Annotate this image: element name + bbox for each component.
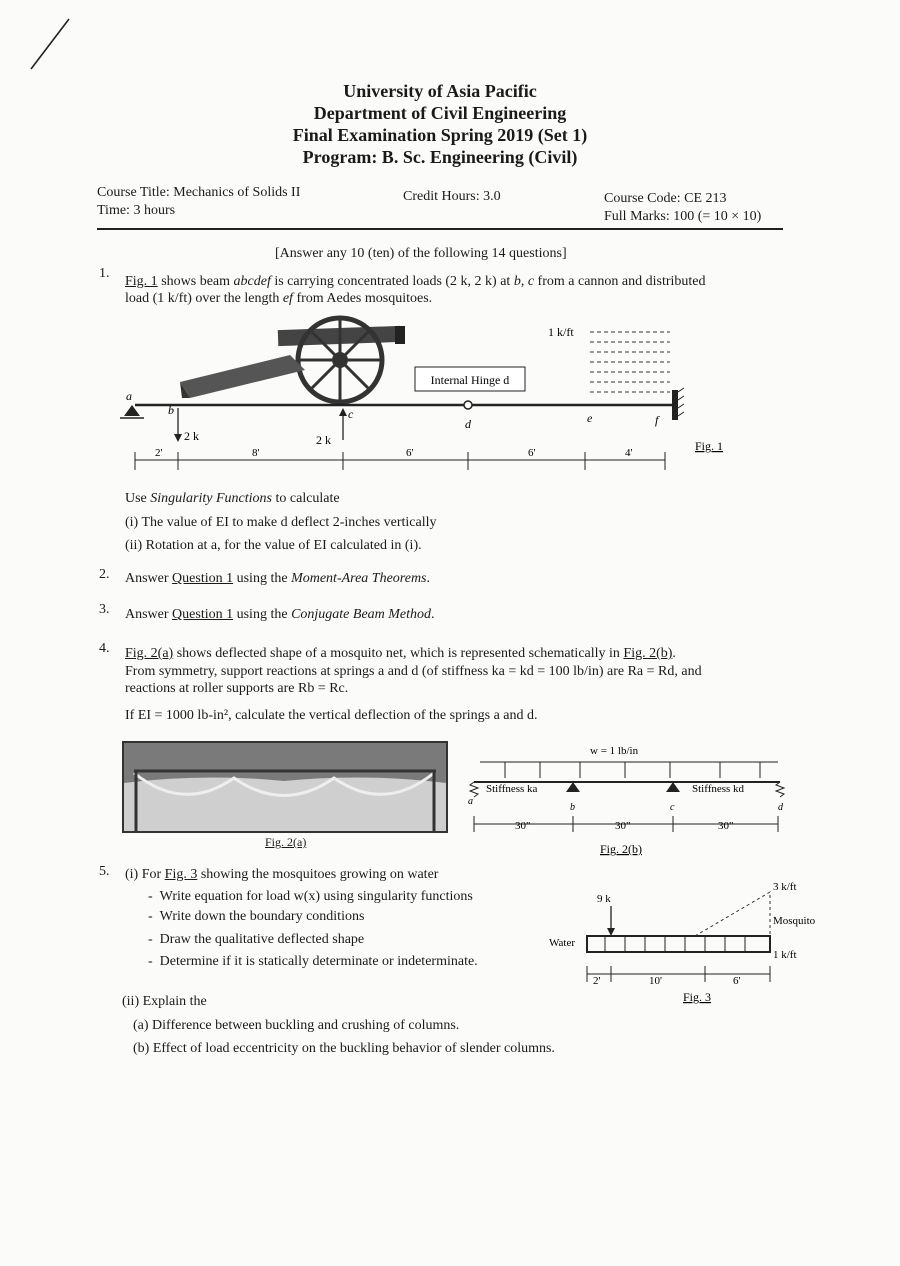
q1-text-b: is carrying concentrated loads (2 k, 2 k) at <box>270 274 514 289</box>
q5-b2: Write down the boundary conditions <box>159 909 365 924</box>
department-title: Department of Civil Engineering <box>313 103 567 123</box>
fig3-dim-3: 6' <box>733 975 741 987</box>
fig2b-d: d <box>778 802 783 813</box>
pt-c: c <box>348 407 354 421</box>
instruction: [Answer any 10 (ten) of the following 14 questions] <box>275 246 567 261</box>
q5-b4: Determine if it is statically determinate or indeterminate. <box>159 954 478 969</box>
pt-f: f <box>655 413 659 427</box>
q5-part-ii-a: (a) Difference between buckling and crushing of columns. <box>133 1018 460 1033</box>
q1-part-i: (i) The value of EI to make d deflect 2-inches vertically <box>125 515 437 530</box>
q1-use-a: Use <box>125 491 151 506</box>
fig2b-label: Fig. 2(b) <box>600 842 642 856</box>
q2-b: using the <box>233 571 292 586</box>
fig2a-label: Fig. 2(a) <box>265 835 307 849</box>
q3-ref[interactable]: Question 1 <box>172 607 234 622</box>
header-rule <box>97 228 783 230</box>
mosquito-load <box>590 332 670 392</box>
q5-number: 5. <box>99 864 110 879</box>
q3-b: using the <box>233 607 292 622</box>
q5-bullet-1: - Write equation for load w(x) using singularity functions <box>148 889 473 904</box>
mosquito-net-drawing <box>124 743 446 831</box>
fig2b-load: w = 1 lb/in <box>590 745 639 757</box>
q1-text-a: shows beam <box>157 274 234 289</box>
fig2b-c: c <box>670 802 675 813</box>
q3-number: 3. <box>99 602 110 617</box>
q4-line3: reactions at roller supports are Rb = Rc. <box>125 681 349 696</box>
dim-4: 6' <box>528 447 536 459</box>
q5-fig-ref[interactable]: Fig. 3 <box>164 867 198 882</box>
q2-ref[interactable]: Question 1 <box>172 571 234 586</box>
q5-b3: Draw the qualitative deflected shape <box>159 932 365 947</box>
q1-line1 <box>125 273 706 290</box>
q1-points: b, c <box>513 274 535 289</box>
q3-method: Conjugate Beam Method <box>291 607 432 622</box>
q1-part-ii: (ii) Rotation at a, for the value of EI calculated in (i). <box>125 538 422 553</box>
fig2b-b: b <box>570 802 575 813</box>
fig3-9k: 9 k <box>597 893 611 905</box>
q5-b1: Write equation for load w(x) using singularity functions <box>159 889 473 904</box>
q3-a: Answer <box>125 607 173 622</box>
full-marks: Full Marks: 100 (= 10 × 10) <box>604 209 762 224</box>
q5-bullet-2: - Write down the boundary conditions <box>148 909 365 924</box>
q4-line2: From symmetry, support reactions at springs a and d (of stiffness ka = kd = 100 lb/in) are Ra = Rd, and <box>125 664 702 679</box>
q1-use-b: to calculate <box>272 491 340 506</box>
university-title: University of Asia Pacific <box>343 81 537 101</box>
program-title: Program: B. Sc. Engineering (Civil) <box>302 147 578 167</box>
dim-2: 8' <box>252 447 260 459</box>
pt-d: d <box>465 417 471 431</box>
q1-text-d: load (1 k/ft) over the length <box>125 291 283 306</box>
fig2b-dim-2: 30" <box>615 820 631 832</box>
fig2b-stiff-a: Stiffness ka <box>486 783 538 795</box>
pt-e: e <box>587 411 593 425</box>
q5-part-ii-b: (b) Effect of load eccentricity on the buckling behavior of slender columns. <box>133 1041 555 1056</box>
fig3-dim-1: 2' <box>593 975 601 987</box>
q2-c: . <box>426 571 430 586</box>
q5-pi-a: (i) For <box>125 867 165 882</box>
exam-time: Time: 3 hours <box>97 203 176 218</box>
q4-l1-end: . <box>672 646 676 661</box>
q2-a: Answer <box>125 571 173 586</box>
q4-l1: shows deflected shape of a mosquito net, which is represented schematically in <box>173 646 624 661</box>
fig3-3k: 3 k/ft <box>773 881 797 893</box>
q1-use <box>125 490 340 507</box>
dim-3: 6' <box>406 447 414 459</box>
course-title: Course Title: Mechanics of Solids II <box>97 185 301 200</box>
q3-c: . <box>431 607 435 622</box>
q2-number: 2. <box>99 567 110 582</box>
fig2b-a: a <box>468 796 473 807</box>
q4-line1 <box>125 645 676 662</box>
q3-text <box>125 606 435 623</box>
q2-method: Moment-Area Theorems <box>291 571 427 586</box>
q4-line4: If EI = 1000 lb-in², calculate the vertical deflection of the springs a and d. <box>125 708 538 723</box>
load-b: 2 k <box>184 429 199 443</box>
fig3-dim-2: 10' <box>649 975 662 987</box>
q1-text-e: from Aedes mosquitoes. <box>292 291 433 306</box>
q5-part-ii: (ii) Explain the <box>122 994 207 1009</box>
fig2b-dim-3: 30" <box>718 820 734 832</box>
q4-number: 4. <box>99 641 110 656</box>
pt-a: a <box>126 389 132 403</box>
fig2b-dim-1: 30" <box>515 820 531 832</box>
course-code: Course Code: CE 213 <box>604 191 727 206</box>
q5-bullet-4: - Determine if it is statically determinate or indeterminate. <box>148 954 478 969</box>
fig2a-photo <box>122 741 448 833</box>
q5-bullet-3: - Draw the qualitative deflected shape <box>148 932 365 947</box>
dim-5: 4' <box>625 447 633 459</box>
dim-1: 2' <box>155 447 163 459</box>
figure-1 <box>110 310 750 490</box>
q1-number: 1. <box>99 266 110 281</box>
q5-pi-b: showing the mosquitoes growing on water <box>197 867 439 882</box>
fig3-1k: 1 k/ft <box>773 949 797 961</box>
credit-hours: Credit Hours: 3.0 <box>403 189 501 204</box>
fig1-label: Fig. 1 <box>695 439 724 453</box>
q1-line2 <box>125 290 432 307</box>
pen-mark <box>25 15 75 75</box>
figure-2b <box>460 740 790 860</box>
q1-use-method: Singularity Functions <box>150 491 272 506</box>
figure-3 <box>545 872 845 1007</box>
fig3-label: Fig. 3 <box>683 990 712 1004</box>
fig2b-stiff-d: Stiffness kd <box>692 783 745 795</box>
q2-text <box>125 570 430 587</box>
q1-span: ef <box>282 291 293 306</box>
q5-part-i <box>125 866 438 883</box>
q1-text-c: from a cannon and distributed <box>534 274 706 289</box>
load-c: 2 k <box>316 433 331 447</box>
q4-fig-ref[interactable]: Fig. 2(a) <box>125 646 174 661</box>
load-1kft: 1 k/ft <box>548 325 574 339</box>
q4-fig-ref2[interactable]: Fig. 2(b) <box>623 646 673 661</box>
fig3-water: Water <box>549 937 575 949</box>
hinge-label: Internal Hinge d <box>430 373 510 387</box>
q1-beam: abcdef <box>233 274 271 289</box>
exam-title: Final Examination Spring 2019 (Set 1) <box>292 125 588 145</box>
pt-b: b <box>168 403 174 417</box>
fig3-mosquito: Mosquito <box>773 915 816 927</box>
cannon-illustration <box>180 318 405 402</box>
q1-fig-ref[interactable]: Fig. 1 <box>125 274 158 289</box>
